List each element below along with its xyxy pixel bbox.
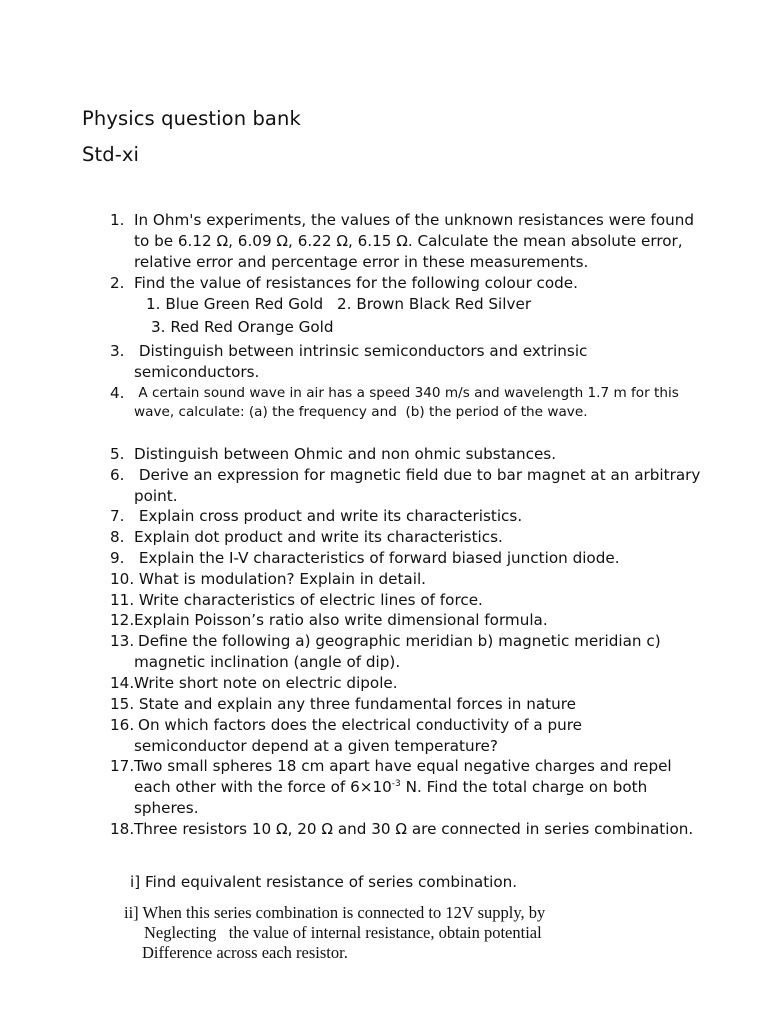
question-16 <box>0 715 768 759</box>
question-8 <box>0 527 768 549</box>
sub-question-line: ii] When this series combination is connected to 12V supply, by <box>124 903 546 922</box>
question-13 <box>0 631 768 675</box>
question-number: 7. <box>110 507 125 525</box>
question-text-line: Define the following a) geographic meridian b) magnetic meridian c) <box>138 632 661 650</box>
question-text-line: relative error and percentage error in these measurements. <box>134 253 589 271</box>
question-number: 14. <box>110 674 135 692</box>
question-text-line: Distinguish between intrinsic semiconductors and extrinsic <box>134 342 588 360</box>
question-text-line: spheres. <box>134 799 199 817</box>
question-number: 4. <box>110 384 125 402</box>
sub-question-line: Neglecting the value of internal resistance, obtain potential <box>144 923 542 942</box>
question-text-line: semiconductor depend at a given temperature? <box>134 737 498 755</box>
question-text-line: A certain sound wave in air has a speed 340 m/s and wavelength 1.7 m for this <box>134 385 679 401</box>
question-text-line: Explain Poisson’s ratio also write dimensional formula. <box>134 611 548 629</box>
question-text-line: Three resistors 10 Ω, 20 Ω and 30 Ω are connected in series combination. <box>134 820 694 838</box>
question-6 <box>0 465 768 509</box>
question-10 <box>0 569 768 591</box>
question-2 <box>0 273 768 339</box>
question-1 <box>0 210 768 276</box>
question-number: 9. <box>110 549 125 567</box>
question-text-line: Derive an expression for magnetic field due to bar magnet at an arbitrary <box>134 466 701 484</box>
question-text-line: Find the value of resistances for the following colour code. <box>134 274 578 292</box>
question-text-line: What is modulation? Explain in detail. <box>134 570 426 588</box>
sub-question-i: i] Find equivalent resistance of series combination. <box>130 873 518 891</box>
question-number: 11. <box>110 591 135 609</box>
question-text-line: State and explain any three fundamental forces in nature <box>134 695 576 713</box>
question-text-line: Write short note on electric dipole. <box>134 674 398 692</box>
sub-question-ii <box>0 903 768 963</box>
question-18 <box>0 819 768 841</box>
question-number: 12. <box>110 611 135 629</box>
question-number: 2. <box>110 274 125 292</box>
question-text-line <box>134 777 647 798</box>
question-text-line: magnetic inclination (angle of dip). <box>134 653 401 671</box>
question-17 <box>0 756 768 822</box>
force-unit-text: N. Find the total charge on both <box>400 778 648 796</box>
question-7 <box>0 506 768 528</box>
question-text-line: Two small spheres 18 cm apart have equal negative charges and repel <box>134 757 672 775</box>
question-3 <box>0 341 768 385</box>
question-11 <box>0 590 768 612</box>
question-text-line: Explain dot product and write its characteristics. <box>134 528 503 546</box>
question-number: 15. <box>110 695 135 713</box>
colour-code-1: 1. Blue Green Red Gold <box>146 295 324 313</box>
question-text-line: to be 6.12 Ω, 6.09 Ω, 6.22 Ω, 6.15 Ω. Calculate the mean absolute error, <box>134 232 683 250</box>
question-text-line: In Ohm's experiments, the values of the unknown resistances were found <box>134 211 695 229</box>
question-text-line: Explain cross product and write its characteristics. <box>134 507 523 525</box>
question-number: 17. <box>110 757 135 775</box>
question-number: 8. <box>110 528 125 546</box>
exponent: -3 <box>391 778 401 789</box>
question-number: 3. <box>110 342 125 360</box>
question-text-line: Distinguish between Ohmic and non ohmic substances. <box>134 445 557 463</box>
question-12 <box>0 610 768 632</box>
question-text-line: semiconductors. <box>134 363 260 381</box>
question-14 <box>0 673 768 695</box>
colour-code-3: 3. Red Red Orange Gold <box>151 318 334 336</box>
document-subtitle: Std-xi <box>82 143 139 166</box>
question-number: 13. <box>110 632 135 650</box>
document-title: Physics question bank <box>82 107 301 130</box>
question-9 <box>0 548 768 570</box>
force-value: each other with the force of 6×10 <box>134 778 392 796</box>
question-number: 1. <box>110 211 125 229</box>
colour-code-2: 2. Brown Black Red Silver <box>337 295 532 313</box>
question-text-line: Write characteristics of electric lines of force. <box>134 591 483 609</box>
question-number: 6. <box>110 466 125 484</box>
question-number: 16. <box>110 716 135 734</box>
question-15 <box>0 694 768 716</box>
question-text-line: On which factors does the electrical conductivity of a pure <box>138 716 583 734</box>
question-4 <box>0 384 768 424</box>
question-number: 18. <box>110 820 135 838</box>
question-number: 10. <box>110 570 135 588</box>
sub-question-line: Difference across each resistor. <box>142 943 348 962</box>
question-5 <box>0 444 768 466</box>
question-text-line: Explain the I-V characteristics of forward biased junction diode. <box>134 549 620 567</box>
question-text-line: wave, calculate: (a) the frequency and (b) the period of the wave. <box>134 404 588 420</box>
question-text-line: point. <box>134 487 178 505</box>
question-number: 5. <box>110 445 125 463</box>
